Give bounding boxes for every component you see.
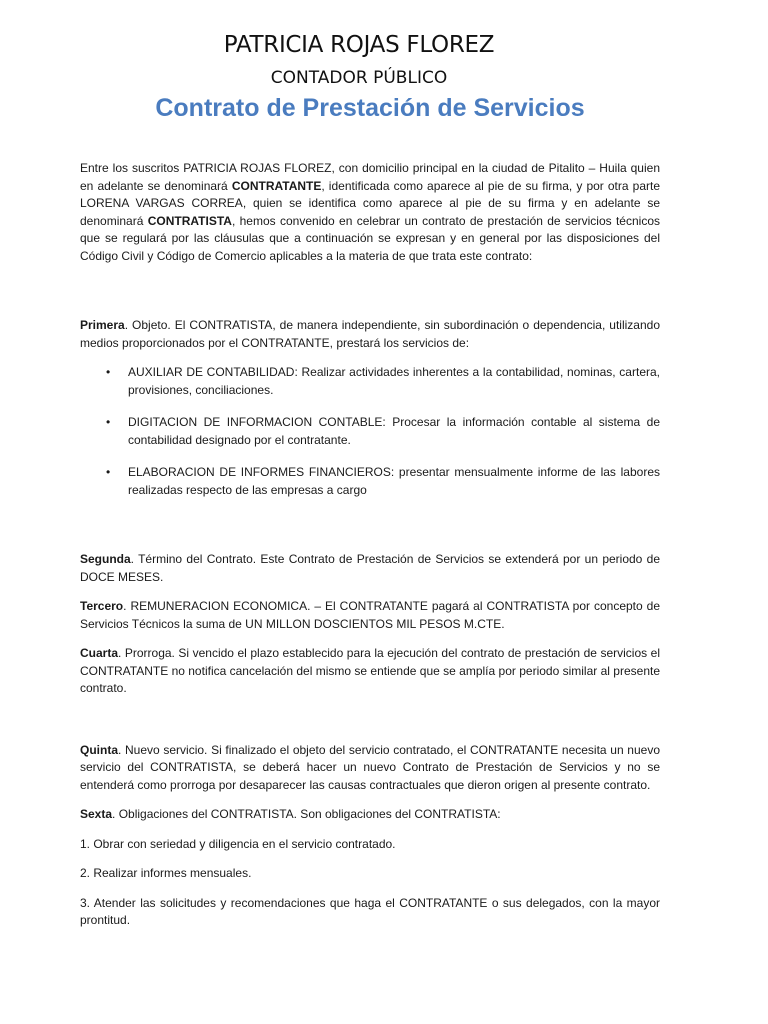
- document-title: Contrato de Prestación de Servicios: [155, 94, 585, 122]
- clause-cuarta-label: Cuarta: [80, 646, 119, 660]
- clause-primera-text: . Objeto. El CONTRATISTA, de manera independiente, sin subordinación o dependencia, utilizando medios proporcionados por el CONTRATANTE, prestará los servicios de:: [80, 318, 660, 350]
- intro-bold-contratista: CONTRATISTA: [147, 213, 232, 228]
- list-item: [106, 414, 660, 449]
- clause-tercero-text: . REMUNERACION ECONOMICA. – El CONTRATANTE pagará al CONTRATISTA por concepto de Servicios Técnicos la suma de UN MILLON DOSCIENTOS MIL PESOS M.CTE.: [80, 599, 660, 631]
- clause-tercero-label: Tercero: [80, 599, 124, 613]
- list-item: [106, 364, 660, 399]
- intro-text-1: Entre los suscritos PATRICIA ROJAS FLOREZ, con domicilio principal en la ciudad de Pitalito – Huila quien en adelante se denominará: [80, 161, 660, 193]
- clause-sexta: [80, 806, 660, 824]
- clause-quinta-label: Quinta: [80, 742, 118, 757]
- header-role: CONTADOR PÚBLICO: [270, 68, 448, 88]
- obligation-item: 1. Obrar con seriedad y diligencia en el servicio contratado.: [80, 836, 396, 851]
- document-body: [80, 160, 660, 942]
- clause-segunda-label: Segunda: [80, 552, 131, 566]
- intro-text-2: , identificada como aparece al pie de su firma, y por otra parte LORENA VARGAS CORREA, quien se identifica como aparece al pie de su firma y en adelante se denominará: [80, 178, 660, 228]
- obligation-item: 3. Atender las solicitudes y recomendaciones que haga el CONTRATANTE o sus delegados, con la mayor prontitud.: [80, 895, 660, 927]
- bullet-icon: •: [106, 465, 111, 479]
- bullet-icon: •: [106, 415, 111, 429]
- intro-paragraph: [80, 160, 660, 265]
- clause-sexta-label: Sexta: [80, 807, 113, 821]
- list-item: [106, 464, 660, 499]
- bullet-icon: •: [106, 365, 111, 379]
- clause-segunda-text: . Término del Contrato. Este Contrato de Prestación de Servicios se extenderá por un periodo de DOCE MESES.: [80, 552, 660, 584]
- clause-sexta-text: . Obligaciones del CONTRATISTA. Son obligaciones del CONTRATISTA:: [112, 807, 501, 821]
- header-name: PATRICIA ROJAS FLOREZ: [223, 32, 495, 58]
- service-text: AUXILIAR DE CONTABILIDAD: Realizar actividades inherentes a la contabilidad, nominas, cartera, provisiones, conciliaciones.: [128, 365, 660, 397]
- service-text: DIGITACION DE INFORMACION CONTABLE: Procesar la información contable al sistema de contabilidad designado por el contratante.: [128, 415, 660, 447]
- clause-cuarta-text: . Prorroga. Si vencido el plazo establecido para la ejecución del contrato de prestación de servicios el CONTRATANTE no notifica cancelación del mismo se entiende que se amplía por periodo similar al presente contrato.: [80, 646, 660, 695]
- obligation-item: 2. Realizar informes mensuales.: [80, 866, 252, 880]
- clause-primera-label: Primera: [80, 318, 125, 332]
- clause-quinta: [80, 742, 660, 795]
- clause-cuarta: [80, 645, 660, 698]
- intro-bold-contratante: CONTRATANTE: [231, 178, 322, 193]
- clause-segunda: [80, 551, 660, 586]
- clause-tercero: [80, 598, 660, 633]
- service-text: ELABORACION DE INFORMES FINANCIEROS: presentar mensualmente informe de las labores realizadas respecto de las empresas a cargo: [128, 465, 660, 497]
- intro-text-3: , hemos convenido en celebrar un contrato de prestación de servicios técnicos que se regulará por las cláusulas que a continuación se expresan y en general por las disposiciones del Código Civil y Código de Comercio aplicables a la materia de que trata este contrato:: [80, 213, 660, 263]
- services-list: [80, 364, 660, 499]
- clause-quinta-text: . Nuevo servicio. Si finalizado el objeto del servicio contratado, el CONTRATANTE necesita un nuevo servicio del CONTRATISTA, se deberá hacer un nuevo Contrato de Prestación de Servicios y no se entenderá como prorroga por desaparecer las causas contractuales que dieron origen al presente contrato.: [80, 742, 660, 792]
- clause-primera: [80, 317, 660, 352]
